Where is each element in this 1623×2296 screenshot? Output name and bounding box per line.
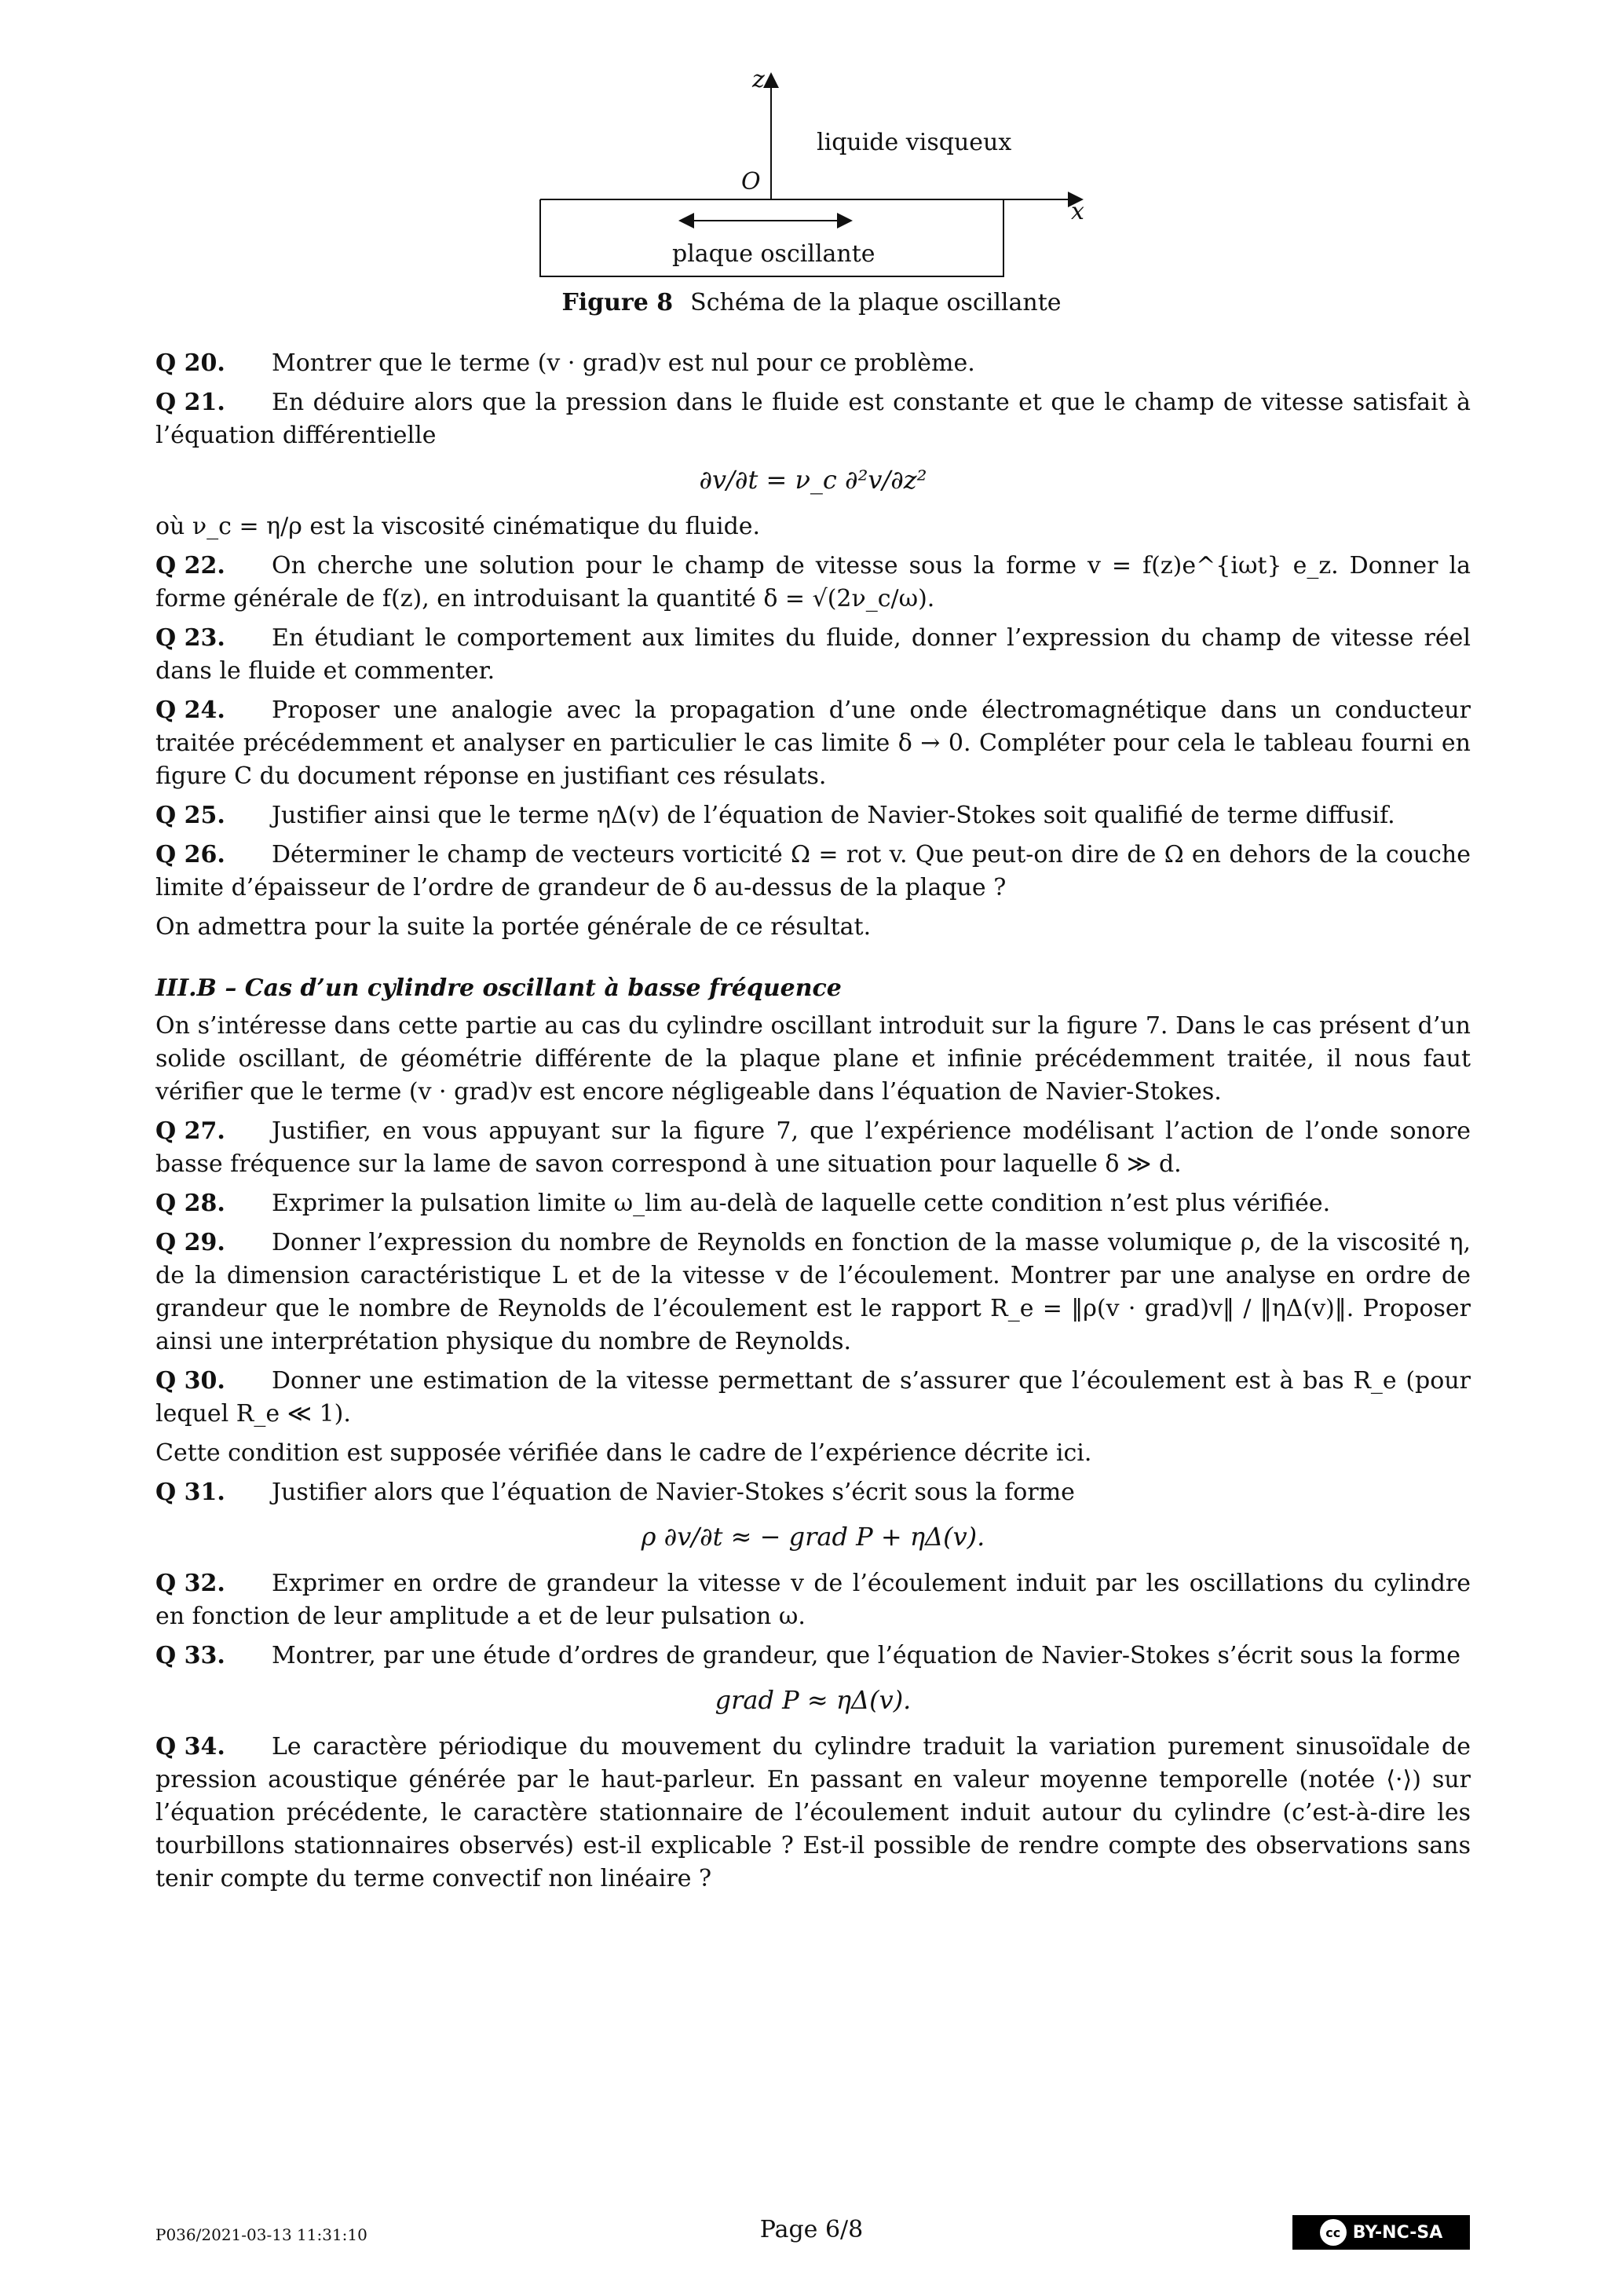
question-number: Q 28. xyxy=(155,1190,225,1217)
question-text: Exprimer la pulsation limite ω_lim au-delà de laquelle cette condition n’est plus vérifiée. xyxy=(272,1190,1331,1217)
question-number: Q 32. xyxy=(155,1570,225,1597)
question-number: Q 20. xyxy=(155,349,225,377)
question-28 xyxy=(155,1187,1471,1220)
question-29 xyxy=(155,1227,1471,1358)
equation-stokes: grad P ≈ ηΔ(v). xyxy=(715,1685,912,1715)
question-number: Q 26. xyxy=(155,841,225,868)
question-number: Q 22. xyxy=(155,552,225,579)
question-text: Donner une estimation de la vitesse permettant de s’assurer que l’écoulement est à bas R_e (pour lequel R_e ≪ 1). xyxy=(155,1367,1471,1428)
question-number: Q 23. xyxy=(155,624,225,652)
footer-id: P036/2021-03-13 11:31:10 xyxy=(155,2225,367,2244)
question-text: En déduire alors que la pression dans le fluide est constante et que le champ de vitesse satisfait à l’équation différentielle xyxy=(155,389,1471,449)
question-number: Q 21. xyxy=(155,389,225,416)
admit-note: On admettra pour la suite la portée générale de ce résultat. xyxy=(155,913,872,941)
caption-text: Schéma de la plaque oscillante xyxy=(690,289,1062,316)
question-number: Q 25. xyxy=(155,802,225,829)
question-text: Déterminer le champ de vecteurs vorticité Ω = rot v. Que peut-on dire de Ω en dehors de la couche limite d’épaisseur de l’ordre de grandeur de δ au-dessus de la plaque ? xyxy=(155,841,1471,901)
question-number: Q 34. xyxy=(155,1733,225,1760)
license-text: BY-NC-SA xyxy=(1352,2222,1443,2243)
equation-diffusion: ∂v/∂t = ν_c ∂²v/∂z² xyxy=(699,465,927,495)
question-number: Q 24. xyxy=(155,696,225,724)
question-32 xyxy=(155,1567,1471,1633)
question-number: Q 31. xyxy=(155,1479,225,1506)
cc-icon: cc xyxy=(1320,2219,1347,2246)
question-text: Montrer que le terme (v · grad)v est nul pour ce problème. xyxy=(272,349,975,377)
question-text: Justifier alors que l’équation de Navier-Stokes s’écrit sous la forme xyxy=(272,1479,1075,1506)
viscosity-definition: où ν_c = η/ρ est la viscosité cinématique du fluide. xyxy=(155,513,761,540)
question-number: Q 30. xyxy=(155,1367,225,1395)
liquid-label: liquide visqueux xyxy=(817,129,1012,156)
question-text: Exprimer en ordre de grandeur la vitesse v de l’écoulement induit par les oscillations du cylindre en fonction de leur amplitude a et de leur pulsation ω. xyxy=(155,1570,1471,1630)
question-27 xyxy=(155,1115,1471,1181)
question-22 xyxy=(155,550,1471,616)
origin-label: O xyxy=(741,168,761,196)
question-text: Proposer une analogie avec la propagation d’une onde électromagnétique dans un conducteur traitée précédemment et analyser en particulier le cas limite δ → 0. Compléter pour cela le tableau fourni en figure C du document réponse en justifiant ces résulats. xyxy=(155,696,1471,790)
question-text: En étudiant le comportement aux limites du fluide, donner l’expression du champ de vitesse réel dans le fluide et commenter. xyxy=(155,624,1471,685)
equation-navier-stokes-simplified: ρ ∂v/∂t ≈ − grad P + ηΔ(v). xyxy=(641,1522,985,1552)
page-content xyxy=(155,347,1471,1902)
question-text: Donner l’expression du nombre de Reynolds en fonction de la masse volumique ρ, de la viscosité η, de la dimension caractéristique L et de la vitesse v de l’écoulement. Montrer par une analyse en ordre de grandeur que le nombre de Reynolds de l’écoulement est le rapport R_e = ‖ρ(v · grad)v‖ / ‖ηΔ(v)‖. Proposer ainsi une interprétation physique du nombre de Reynolds. xyxy=(155,1229,1471,1355)
question-number: Q 29. xyxy=(155,1229,225,1256)
question-26 xyxy=(155,839,1471,905)
page-number: Page 6/8 xyxy=(759,2216,864,2243)
question-number: Q 27. xyxy=(155,1117,225,1145)
question-text: Justifier, en vous appuyant sur la figure 7, que l’expérience modélisant l’action de l’onde sonore basse fréquence sur la lame de savon correspond à une situation pour laquelle δ ≫ d. xyxy=(155,1117,1471,1178)
question-text: Justifier ainsi que le terme ηΔ(v) de l’équation de Navier-Stokes soit qualifié de terme diffusif. xyxy=(272,802,1395,829)
question-text: On cherche une solution pour le champ de vitesse sous la forme v = f(z)e^{iωt} e_z. Donner la forme générale de f(z), en introduisant la quantité δ = √(2ν_c/ω). xyxy=(155,552,1471,612)
question-23 xyxy=(155,622,1471,688)
question-24 xyxy=(155,694,1471,793)
z-axis-label: z xyxy=(752,66,765,93)
oscillating-plate-diagram xyxy=(0,0,1623,330)
question-33 xyxy=(155,1640,1471,1673)
section-title: III.B – Cas d’un cylindre oscillant à basse fréquence xyxy=(155,974,842,1002)
figure-8 xyxy=(0,0,1623,330)
plate-label: plaque oscillante xyxy=(672,240,875,268)
x-axis-label: x xyxy=(1071,198,1084,225)
license-badge xyxy=(1292,2215,1470,2250)
section-intro: On s’intéresse dans cette partie au cas du cylindre oscillant introduit sur la figure 7. Dans le cas présent d’un solide oscillant, de géométrie différente de la plaque plane et infinie précédemment traitée, il nous faut vérifier que le terme (v · grad)v est encore négligeable dans l’équation de Navier-Stokes. xyxy=(155,1012,1471,1106)
question-number: Q 33. xyxy=(155,1642,225,1669)
question-30 xyxy=(155,1365,1471,1431)
question-34 xyxy=(155,1731,1471,1896)
question-20 xyxy=(155,347,1471,380)
question-text: Le caractère périodique du mouvement du cylindre traduit la variation purement sinusoïdale de pression acoustique générée par le haut-parleur. En passant en valeur moyenne temporelle (notée ⟨·⟩) sur l’équation précédente, le caractère stationnaire de l’écoulement induit autour du cylindre (c’est-à-dire les tourbillons stationnaires observés) est-il explicable ? Est-il possible de rendre compte des observations sans tenir compte du terme convectif non linéaire ? xyxy=(155,1733,1471,1892)
question-31 xyxy=(155,1476,1471,1509)
condition-note: Cette condition est supposée vérifiée dans le cadre de l’expérience décrite ici. xyxy=(155,1439,1092,1467)
question-21 xyxy=(155,386,1471,452)
figure-caption xyxy=(0,289,1623,316)
question-25 xyxy=(155,799,1471,832)
question-text: Montrer, par une étude d’ordres de grandeur, que l’équation de Navier-Stokes s’écrit sous la forme xyxy=(272,1642,1460,1669)
caption-number: Figure 8 xyxy=(561,289,674,316)
